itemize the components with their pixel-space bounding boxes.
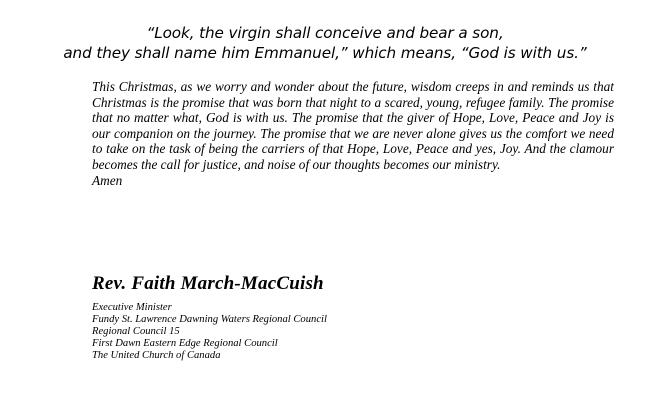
signatory-title-line: Executive Minister: [92, 302, 172, 313]
signatory-title-line: First Dawn Eastern Edge Regional Council: [92, 338, 278, 349]
signatory-titles: [92, 302, 327, 362]
signatory-title-line: Regional Council 15: [92, 326, 180, 337]
scripture-quote-line-2: and they shall name him Emmanuel,” which means, “God is with us.”: [63, 44, 587, 62]
scripture-quote: [0, 23, 650, 63]
signatory-title-line: The United Church of Canada: [92, 350, 221, 361]
reflection-paragraph: This Christmas, as we worry and wonder about the future, wisdom creeps in and reminds us that Christmas is the promise that was born that night to a scared, young, refugee family. The promise that no matter what, God is with us. The promise that the giver of Hope, Love, Peace and Joy is our companion on the journey. The promise that we are never alone gives us the comfort we need to take on the task of being the carriers of that Hope, Love, Peace and yes, Joy. And the clamour becomes the call for justice, and noise of our thoughts becomes our ministry.: [92, 79, 614, 172]
signatory-name: Rev. Faith March-MacCuish: [92, 273, 324, 294]
scripture-quote-line-1: “Look, the virgin shall conceive and bear a son,: [146, 24, 504, 42]
reflection-text: [92, 79, 614, 188]
signatory-title-line: Fundy St. Lawrence Dawning Waters Regional Council: [92, 314, 327, 325]
reflection-closing: Amen: [92, 172, 123, 188]
